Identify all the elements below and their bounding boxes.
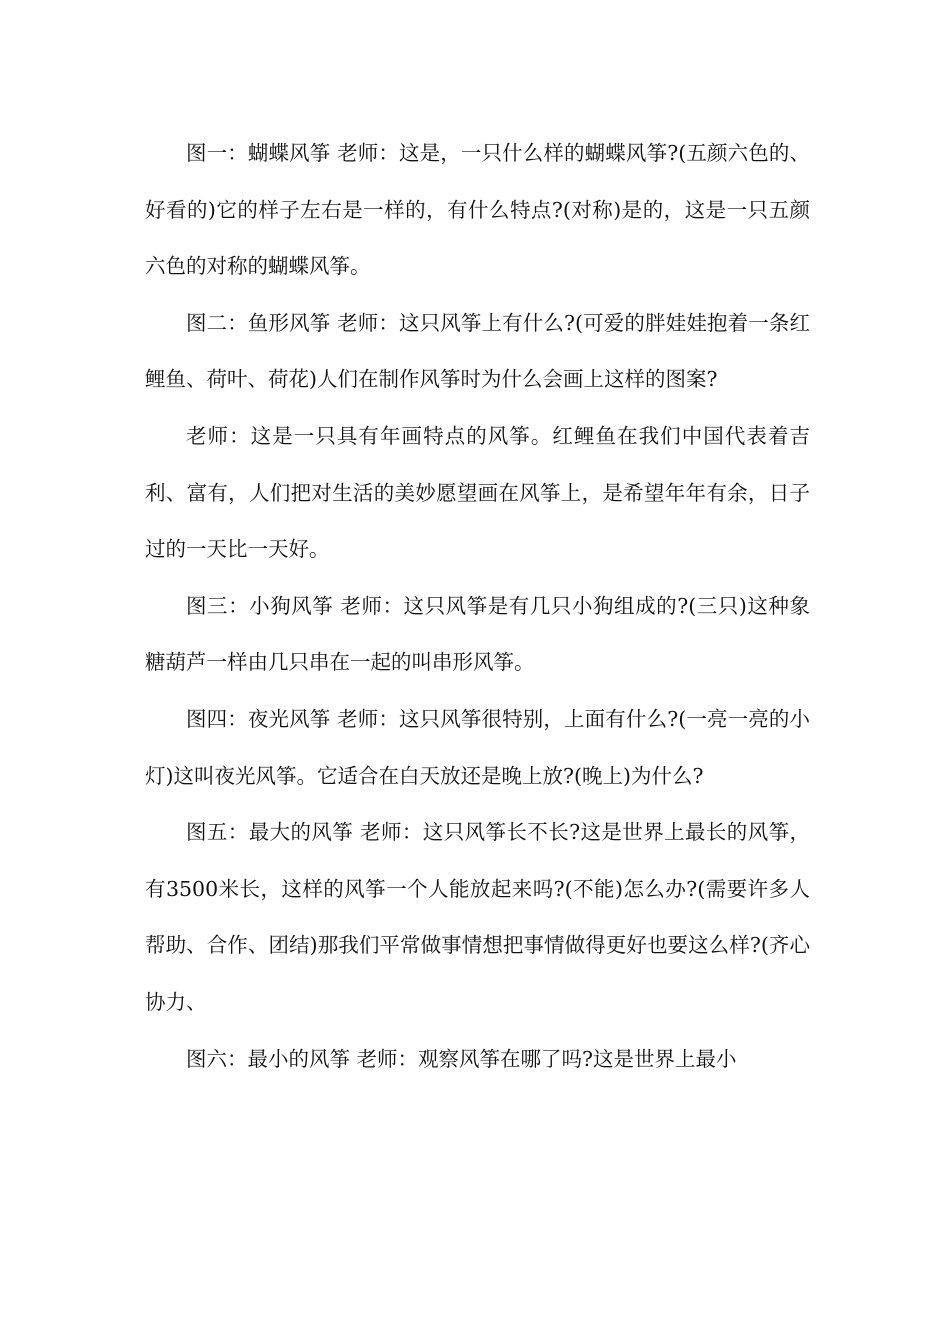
paragraph-largest-kite: 图五：最大的风筝 老师：这只风筝长不长?这是世界上最长的风筝，有3500米长，这样的风筝一个人能放起来吗?(不能)怎么办?(需要许多人帮助、合作、团结)那我们平常做事情想把事情做得更好也要这么样?(齐心协力、: [145, 820, 810, 1014]
paragraph-butterfly-kite: 图一：蝴蝶风筝 老师：这是，一只什么样的蝴蝶风筝?(五颜六色的、好看的)它的样子左右是一样的，有什么特点?(对称)是的，这是一只五颜六色的对称的蝴蝶风筝。: [145, 141, 810, 279]
paragraph-new-year-painting-kite: 老师：这是一只具有年画特点的风筝。红鲤鱼在我们中国代表着吉利、富有，人们把对生活的美妙愿望画在风筝上，是希望年年有余，日子过的一天比一天好。: [145, 423, 810, 562]
paragraph-puppy-kite: 图三：小狗风筝 老师：这只风筝是有几只小狗组成的?(三只)这种象糖葫芦一样由几只串在一起的叫串形风筝。: [145, 593, 810, 675]
paragraph-smallest-kite: 图六：最小的风筝 老师：观察风筝在哪了吗?这是世界上最小: [186, 1046, 737, 1071]
document-body: [145, 125, 810, 1087]
paragraph-night-light-kite: 图四：夜光风筝 老师：这只风筝很特别，上面有什么?(一亮一亮的小灯)这叫夜光风筝。它适合在白天放还是晚上放?(晚上)为什么?: [145, 706, 810, 788]
paragraph-fish-kite: 图二：鱼形风筝 老师：这只风筝上有什么?(可爱的胖娃娃抱着一条红鲤鱼、荷叶、荷花)人们在制作风筝时为什么会画上这样的图案?: [145, 310, 810, 392]
